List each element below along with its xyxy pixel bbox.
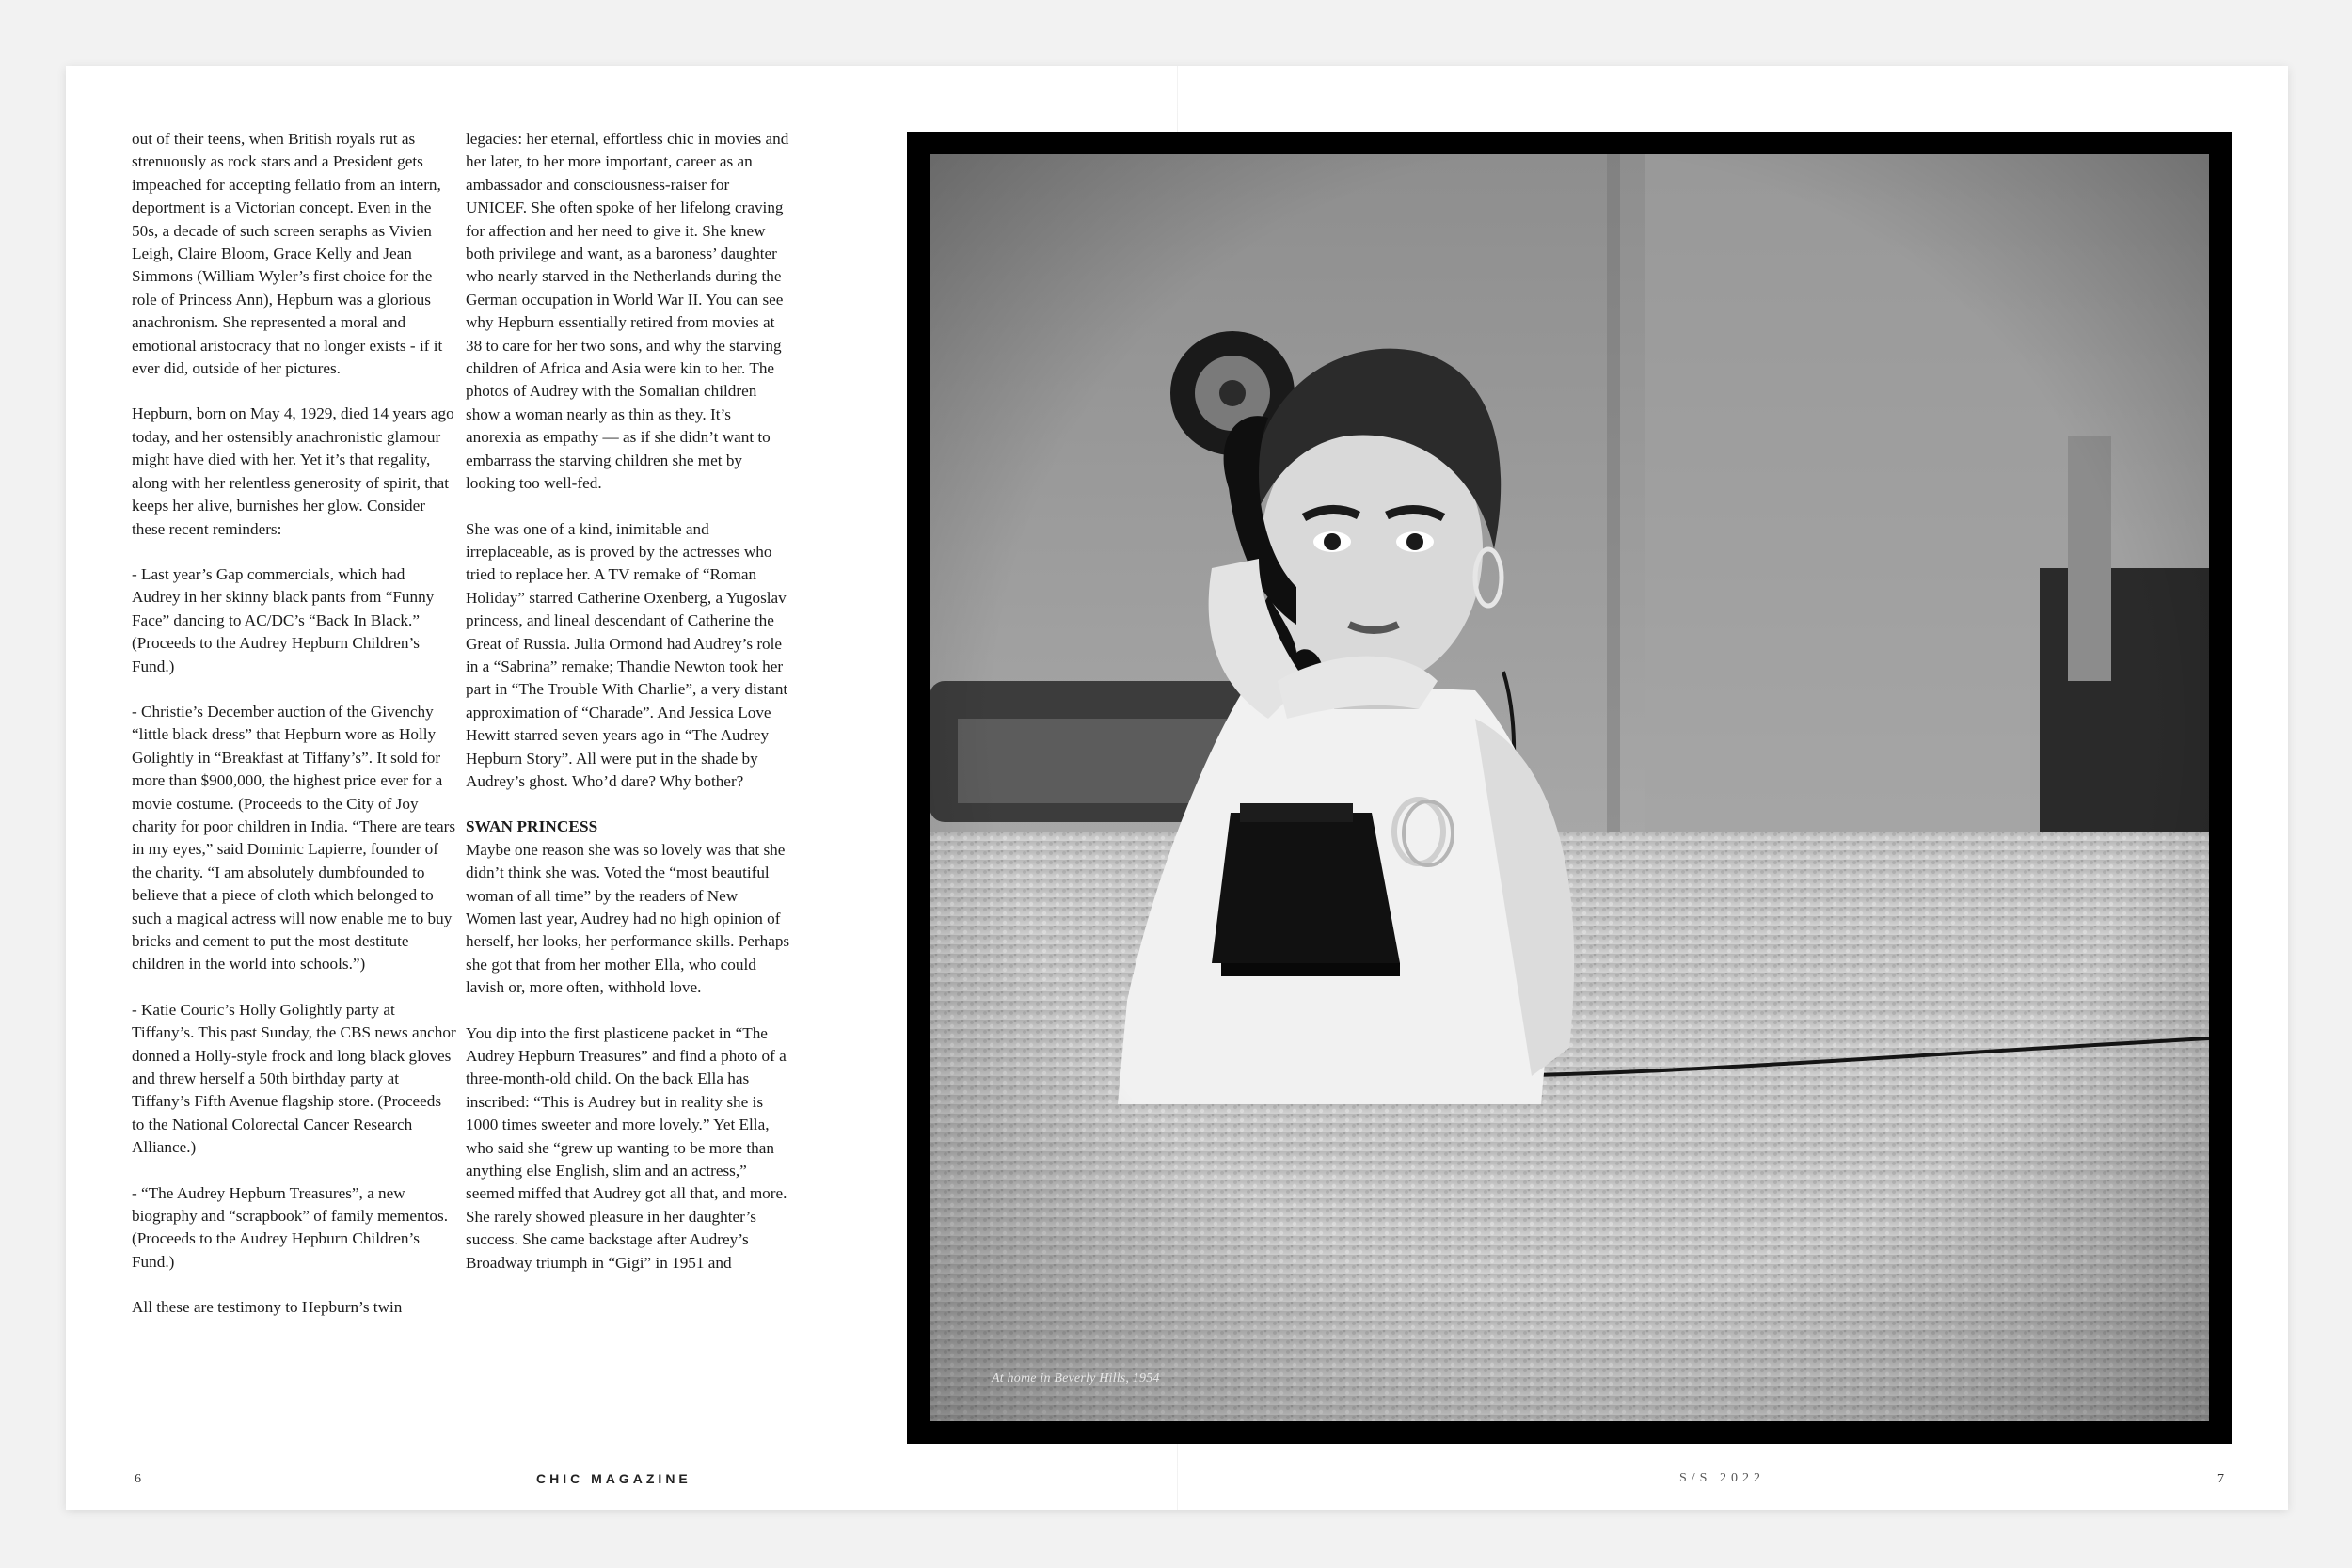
running-title-left: CHIC MAGAZINE [536,1471,691,1486]
paragraph: You dip into the first plasticene packet in “The Audrey Hepburn Treasures” and find a photo of a three-month-old child. On the back Ella has inscribed: “This is Audrey but in reality she is 1000 times sweeter and more lovely.” Yet Ella, who said she “grew up wanting to be more than anything else English, slim and an actress,” seemed miffed that Audrey got all that, and more. She rarely showed pleasure in her daughter’s success. She came backstage after Audrey’s Broadway triumph in “Gigi” in 1951 and [466,1023,787,1272]
paragraph: Hepburn, born on May 4, 1929, died 14 years ago today, and her ostensibly anachronistic glamour might have died with her. Yet it’s that regality, along with her relentless generosity of spirit, that keeps her alive, burnishes her glow. Consider these recent reminders: [132,404,454,538]
paragraph: - “The Audrey Hepburn Treasures”, a new biography and “scrapbook” of family mementos. (Proceeds to the Audrey Hepburn Children’s Fund.) [132,1183,449,1271]
text-column-left [132,128,456,1342]
section-heading: SWAN PRINCESS [466,817,598,836]
photo-illustration [930,154,2209,1421]
paragraph: - Last year’s Gap commercials, which had Audrey in her skinny black pants from “Funny Face” dancing to AC/DC’s “Back In Black.” (Proceeds to the Audrey Hepburn Children’s Fund.) [132,564,435,675]
running-title-right: S/S 2022 [1679,1471,1765,1485]
text-column-right [466,128,790,1297]
paragraph: legacies: her eternal, effortless chic in movies and her later, to her more important, career as an ambassador and consciousness-raiser for UNICEF. She often spoke of her lifelong craving for affection and her need to give it. She knew both privilege and want, as a baroness’ daughter who nearly starved in the Netherlands during the German occupation in World War II. You can see why Hepburn essentially retired from movies at 38 to care for her two sons, and why the starving children of Africa and Asia were kin to her. The photos of Audrey with the Somalian children show a woman nearly as thin as they. It’s anorexia as empathy — as if she didn’t want to embarrass the starving children she met by looking too well-fed. [466,130,789,493]
paragraph: out of their teens, when British royals rut as strenuously as rock stars and a President gets impeached for accepting fellatio from an intern, deportment is a Victorian concept. Even in the 50s, a decade of such screen seraphs as Vivien Leigh, Claire Bloom, Grace Kelly and Jean Simmons (William Wyler’s first choice for the role of Princess Ann), Hepburn was a glorious anachronism. She represented a moral and emotional aristocracy that no longer exists - if it ever did, outside of her pictures. [132,130,443,378]
photo-frame [907,132,2232,1444]
page-number-right: 7 [2217,1472,2224,1486]
portrait-photo [930,154,2209,1421]
photo-caption: At home in Beverly Hills, 1954 [992,1371,1160,1386]
paragraph: All these are testimony to Hepburn’s twin [132,1298,403,1317]
paragraph: - Christie’s December auction of the Givenchy “little black dress” that Hepburn wore as Holly Golightly in “Breakfast at Tiffany’s”. It sold for more than $900,000, the highest price ever for a movie costume. (Proceeds to the City of Joy charity for poor children in India. “There are tears in my eyes,” said Dominic Lapierre, founder of the charity. “I am absolutely dumbfounded to believe that a piece of cloth which belonged to such a magical actress will now enable me to buy bricks and cement to put the most destitute children in the world into schools.”) [132,702,456,974]
paragraph: - Katie Couric’s Holly Golightly party at Tiffany’s. This past Sunday, the CBS news anchor donned a Holly-style frock and long black gloves and threw herself a 50th birthday party at Tiffany’s Fifth Avenue flagship store. (Proceeds to the National Colorectal Cancer Research Alliance.) [132,1000,456,1157]
paragraph: Maybe one reason she was so lovely was that she didn’t think she was. Voted the “most beautiful woman of all time” by the readers of New Women last year, Audrey had no high opinion of herself, her looks, her performance skills. Perhaps she got that from her mother Ella, who could lavish or, more often, withhold love. [466,840,790,997]
magazine-spread [66,66,2288,1510]
paragraph: She was one of a kind, inimitable and irreplaceable, as is proved by the actresses who tried to replace her. A TV remake of “Roman Holiday” starred Catherine Oxenberg, a Yugoslav princess, and lineal descendant of Catherine the Great of Russia. Julia Ormond had Audrey’s role in a “Sabrina” remake; Thandie Newton took her part in “The Trouble With Charlie”, a very distant approximation of “Charade”. And Jessica Love Hewitt starred seven years ago in “The Audrey Hepburn Story”. All were put in the shade by Audrey’s ghost. Who’d dare? Why bother? [466,519,788,790]
page-number-left: 6 [135,1472,141,1486]
